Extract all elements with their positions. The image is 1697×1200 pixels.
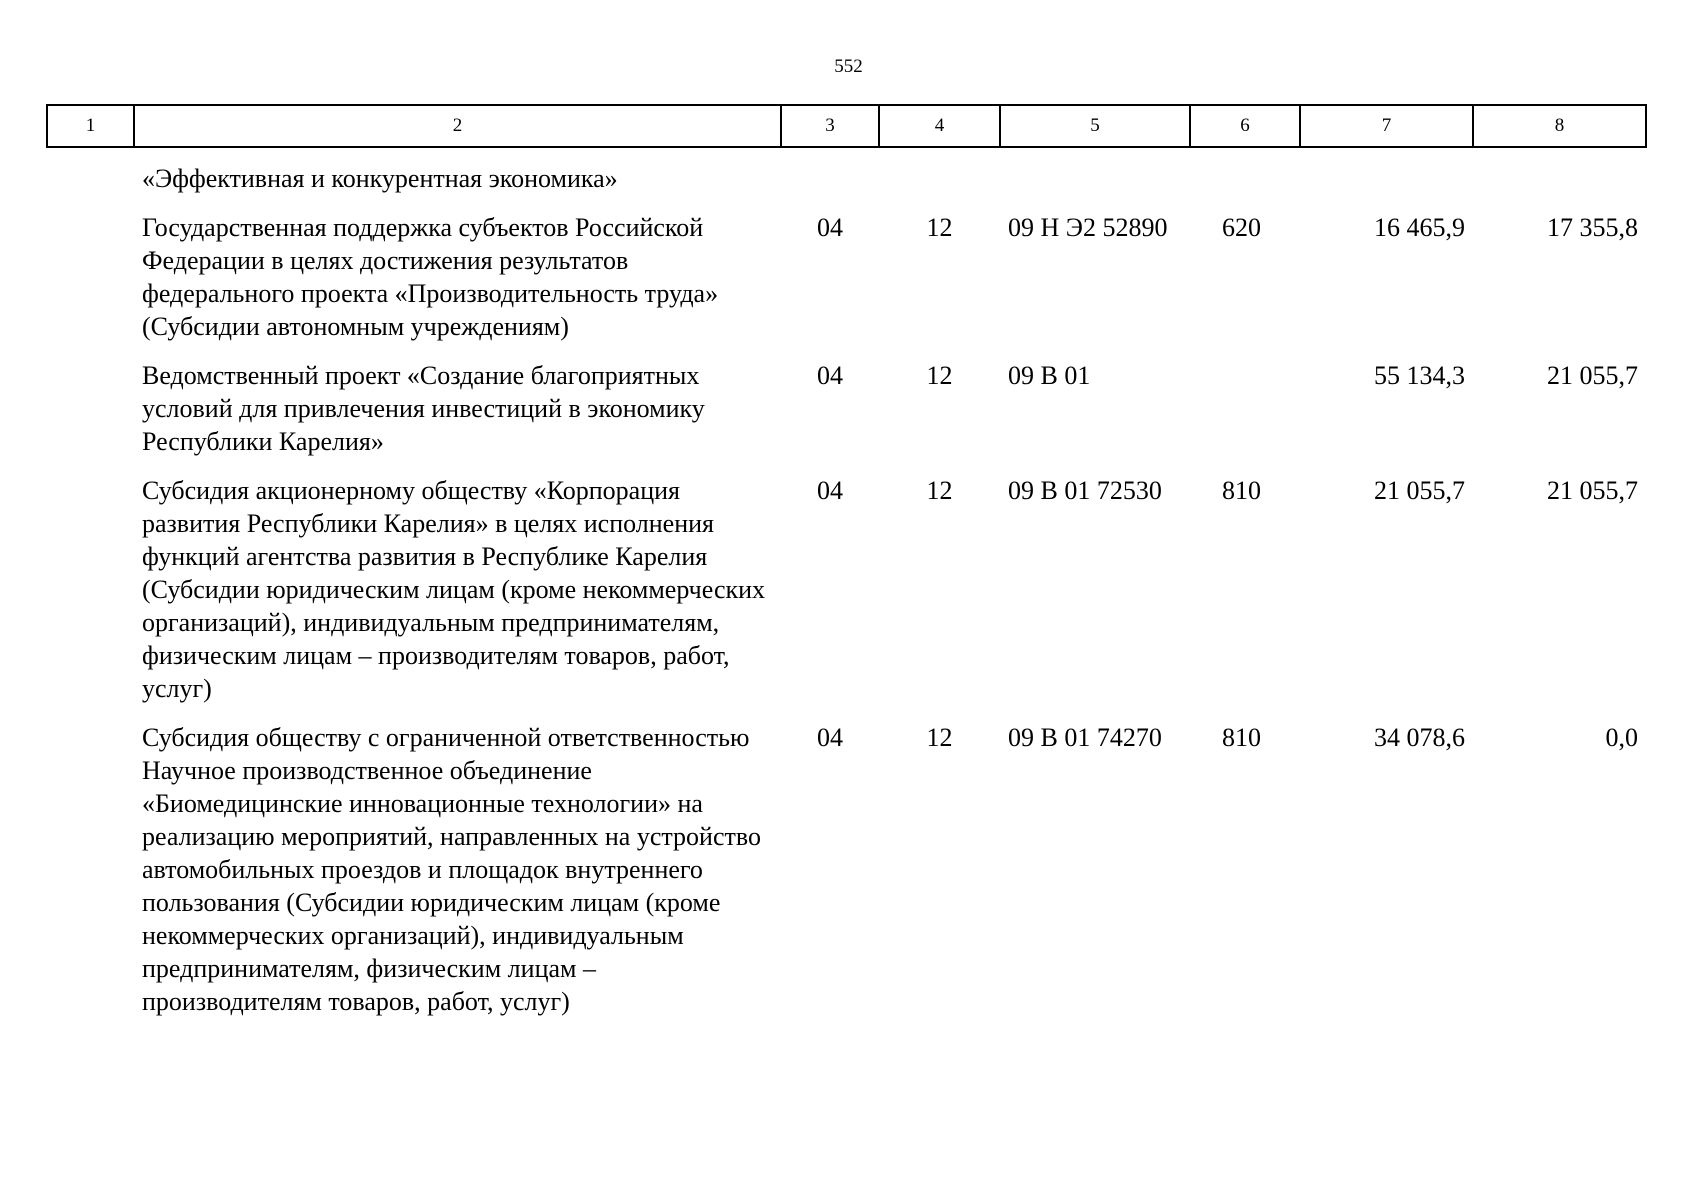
row-amount-2: 21 055,7 <box>1547 476 1638 505</box>
row-amount-1: 21 055,7 <box>1374 476 1465 505</box>
row-target-code: 09 В 01 74270 <box>1008 723 1162 752</box>
continuation-text: «Эффективная и конкурентная экономика» <box>142 164 618 193</box>
row-target-code: 09 Н Э2 52890 <box>1008 213 1168 242</box>
row-subsection: 12 <box>926 213 953 242</box>
table-body <box>47 147 1646 1018</box>
page-number: 552 <box>834 56 863 77</box>
table-row <box>47 195 1646 343</box>
column-number-5: 5 <box>1000 105 1190 147</box>
budget-table <box>46 104 1647 1018</box>
row-amount-1: 34 078,6 <box>1374 723 1465 752</box>
column-number-2: 2 <box>134 105 781 147</box>
column-number-3: 3 <box>781 105 879 147</box>
row-amount-2: 21 055,7 <box>1547 361 1638 390</box>
row-section: 04 <box>817 723 843 752</box>
row-amount-2: 0,0 <box>1605 723 1638 752</box>
table-row <box>47 458 1646 705</box>
column-number-6: 6 <box>1190 105 1300 147</box>
row-name: Государственная поддержка субъектов Российской Федерации в целях достижения результатов федерального проекта «Производительность труда» (Субсидии автономным учреждениям) <box>142 213 719 341</box>
row-section: 04 <box>817 213 843 242</box>
continuation-row <box>47 147 1646 195</box>
row-subsection: 12 <box>926 361 953 390</box>
row-expense-type: 620 <box>1222 213 1261 242</box>
row-expense-type <box>1190 343 1300 458</box>
table-row <box>47 705 1646 1018</box>
column-number-row <box>47 105 1646 147</box>
column-number-1: 1 <box>47 105 134 147</box>
row-name: Субсидия акционерному обществу «Корпорация развития Республики Карелия» в целях исполнения функций агентства развития в Республике Карелия (Субсидии юридическим лицам (кроме некоммерческих организаций), индивидуальным предпринимателям, физическим лицам – производителям товаров, работ, услуг) <box>142 476 766 703</box>
row-name: Субсидия обществу с ограниченной ответственностью Научное производственное объединение «Биомедицинские инновационные технологии» на реализацию мероприятий, направленных на устройство автомобильных проездов и площадок внутреннего пользования (Субсидии юридическим лицам (кроме некоммерческих организаций), индивидуальным предпринимателям, физическим лицам – производителям товаров, работ, услуг) <box>142 723 761 1016</box>
row-name: Ведомственный проект «Создание благоприятных условий для привлечения инвестиций в экономику Республики Карелия» <box>142 361 705 456</box>
row-subsection: 12 <box>926 476 953 505</box>
row-amount-2: 17 355,8 <box>1547 213 1638 242</box>
table-row <box>47 343 1646 458</box>
column-number-7: 7 <box>1300 105 1473 147</box>
row-target-code: 09 В 01 <box>1008 361 1091 390</box>
table-header <box>47 105 1646 147</box>
column-number-4: 4 <box>879 105 1000 147</box>
row-subsection: 12 <box>926 723 953 752</box>
column-number-8: 8 <box>1473 105 1646 147</box>
row-amount-1: 16 465,9 <box>1374 213 1465 242</box>
row-expense-type: 810 <box>1222 723 1261 752</box>
row-section: 04 <box>817 361 843 390</box>
row-section: 04 <box>817 476 843 505</box>
row-target-code: 09 В 01 72530 <box>1008 476 1162 505</box>
row-expense-type: 810 <box>1222 476 1261 505</box>
row-amount-1: 55 134,3 <box>1374 361 1465 390</box>
